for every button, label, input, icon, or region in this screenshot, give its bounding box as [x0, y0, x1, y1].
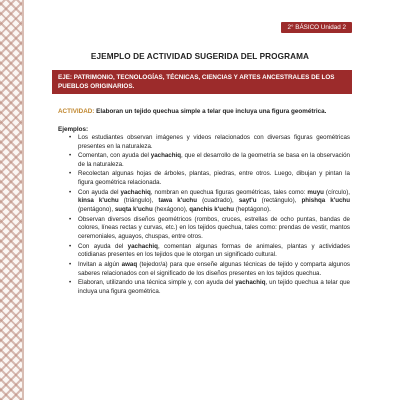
eje-banner: EJE: PATRIMONIO, TECNOLOGÍAS, TÉCNICAS, CIENCIAS Y ARTES ANCESTRALES DE LOS PUEBLOS ORIGINARIOS.	[52, 70, 352, 94]
list-item: • Elaboran, utilizando una técnica simple y, con ayuda del yachachiq, un tejido quechua a telar que incluya una figura geométrica.	[78, 279, 350, 297]
list-item: • Con ayuda del yachachiq, comentan algunas formas de animales, plantas y actividades cotidianas presentes en los tejidos que le otorgan un significado cultural.	[78, 243, 350, 261]
decorative-pattern-border	[0, 0, 22, 400]
grade-unit-badge: 2° BÁSICO Unidad 2	[281, 22, 352, 33]
actividad-label: ACTIVIDAD:	[58, 108, 95, 115]
ejemplos-label: Ejemplos:	[58, 126, 89, 133]
list-item: • Invitan a algún awaq (tejedor/a) para que enseñe algunas técnicas de tejido y comparta algunos saberes relacionados con el significado de los diseños presentes en los tejidos quechua.	[78, 261, 350, 279]
examples-list	[78, 134, 350, 297]
actividad-text: Elaboran un tejido quechua simple a telar que incluya una figura geométrica.	[96, 108, 327, 115]
list-item: • Los estudiantes observan imágenes y videos relacionados con diversas figuras geométricas presentes en la naturaleza.	[78, 134, 350, 152]
list-item: • Observan diversos diseños geométricos (rombos, cruces, estrellas de ocho puntas, bandas de colores, líneas rectas y curvas, etc.) en los tejidos quechua, tales como: prendas de vestir, mantos ceremoniales, aguayos, chuspas, entre otros.	[78, 216, 350, 242]
list-item: • Recolectan algunas hojas de árboles, plantas, piedras, entre otros. Luego, dibujan y pintan la figura geométrica relacionada.	[78, 170, 350, 188]
page-title: EJEMPLO DE ACTIVIDAD SUGERIDA DEL PROGRAMA	[90, 52, 310, 61]
list-item: • Con ayuda del yachachiq, nombran en quechua figuras geométricas, tales como: muyu (círculo), kinsa k'uchu (triángulo), tawa k'uchu (cuadrado), sayt'u (rectángulo), phishqa k'uchu (pentágono), suqta k'uchu (hexágono), qanchis k'uchu (heptágono).	[78, 189, 350, 215]
list-item: • Comentan, con ayuda del yachachiq, que el desarrollo de la geometría se basa en la observación de la naturaleza.	[78, 152, 350, 170]
border-divider	[22, 0, 24, 400]
actividad-line	[58, 108, 352, 115]
